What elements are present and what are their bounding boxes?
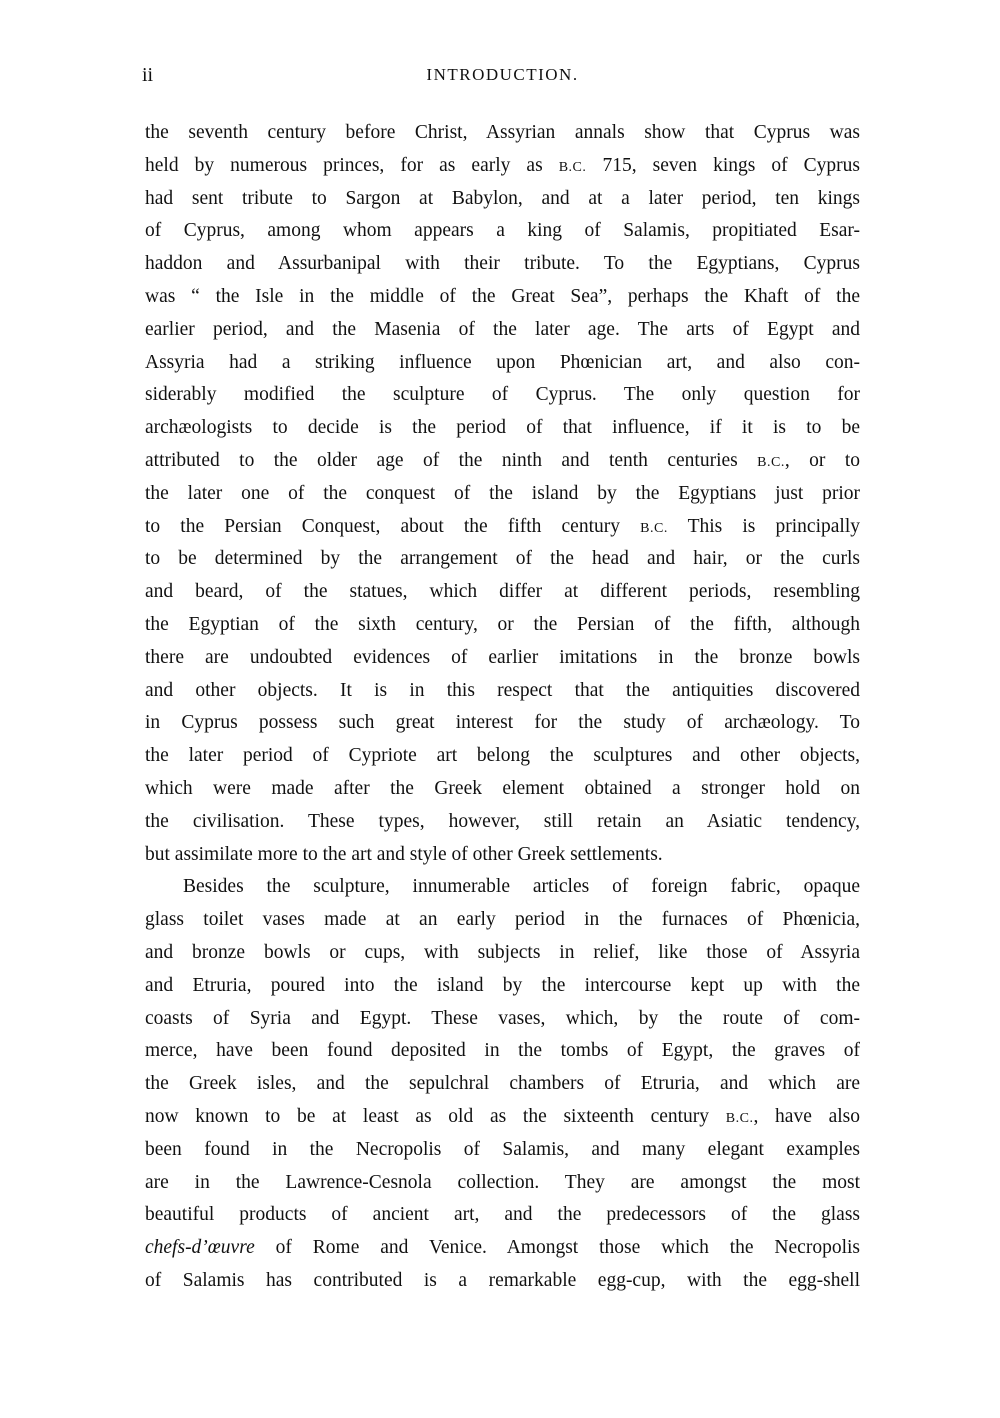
text-line: the Egyptian of the sixth century, or the Persian of the fifth, although	[145, 613, 860, 635]
text-line: held by numerous princes, for as early as B.C. 715, seven kings of Cyprus	[145, 154, 860, 176]
text-line: the Greek isles, and the sepulchral chambers of Etruria, and which are	[145, 1073, 860, 1095]
text-line: been found in the Necropolis of Salamis, and many elegant examples	[145, 1138, 860, 1160]
text-line: attributed to the older age of the ninth and tenth centuries B.C., or to	[145, 449, 860, 471]
text-line: was “ the Isle in the middle of the Great Sea”, perhaps the Khaft of the	[145, 285, 860, 307]
text-line: the seventh century before Christ, Assyrian annals show that Cyprus was	[145, 122, 860, 143]
text-line: are in the Lawrence-Cesnola collection. They are amongst the most	[145, 1171, 860, 1193]
text-line: there are undoubted evidences of earlier imitations in the bronze bowls	[145, 646, 860, 668]
body-text	[145, 117, 860, 1298]
text-line: merce, have been found deposited in the tombs of Egypt, the graves of	[145, 1040, 860, 1062]
text-line: coasts of Syria and Egypt. These vases, which, by the route of com-	[145, 1007, 860, 1029]
text-line: earlier period, and the Masenia of the later age. The arts of Egypt and	[145, 318, 860, 340]
paragraph-1	[145, 117, 860, 871]
text-line: Assyria had a striking influence upon Phœnician art, and also con-	[145, 351, 860, 373]
page-header	[142, 60, 860, 90]
text-line: glass toilet vases made at an early period in the furnaces of Phœnicia,	[145, 909, 860, 931]
text-line: of Cyprus, among whom appears a king of Salamis, propitiated Esar-	[145, 220, 860, 242]
text-line: had sent tribute to Sargon at Babylon, and at a later period, ten kings	[145, 187, 860, 209]
page-number: ii	[142, 64, 154, 86]
text-line: chefs-d’œuvre of Rome and Venice. Amongst those which the Necropolis	[145, 1237, 860, 1259]
text-line: in Cyprus possess such great interest for the study of archæology. To	[145, 712, 860, 734]
text-line: to be determined by the arrangement of the head and hair, or the curls	[145, 548, 860, 570]
running-title: INTRODUCTION.	[426, 65, 579, 84]
text-line: which were made after the Greek element obtained a stronger hold on	[145, 777, 860, 799]
text-line: siderably modified the sculpture of Cyprus. The only question for	[145, 384, 860, 406]
text-line: and Etruria, poured into the island by the intercourse kept up with the	[145, 974, 860, 996]
text-line: the later period of Cypriote art belong the sculptures and other objects,	[145, 745, 860, 767]
text-line: but assimilate more to the art and style of other Greek settlements.	[145, 843, 663, 865]
text-line: archæologists to decide is the period of that influence, if it is to be	[145, 417, 860, 439]
text-line: haddon and Assurbanipal with their tribute. To the Egyptians, Cyprus	[145, 253, 860, 275]
text-line: beautiful products of ancient art, and the predecessors of the glass	[145, 1204, 860, 1226]
text-line: and bronze bowls or cups, with subjects in relief, like those of Assyria	[145, 941, 860, 963]
text-line: the later one of the conquest of the island by the Egyptians just prior	[145, 482, 860, 504]
text-line: to the Persian Conquest, about the fifth century B.C. This is principally	[145, 515, 860, 537]
text-line: the civilisation. These types, however, still retain an Asiatic tendency,	[145, 810, 860, 832]
text-line: Besides the sculpture, innumerable articles of foreign fabric, opaque	[183, 876, 860, 898]
text-line: of Salamis has contributed is a remarkable egg-cup, with the egg-shell	[145, 1269, 860, 1291]
text-line: now known to be at least as old as the sixteenth century B.C., have also	[145, 1105, 860, 1127]
text-line: and other objects. It is in this respect that the antiquities discovered	[145, 679, 860, 701]
paragraph-2	[145, 871, 860, 1297]
text-line: and beard, of the statues, which differ at different periods, resembling	[145, 581, 860, 603]
